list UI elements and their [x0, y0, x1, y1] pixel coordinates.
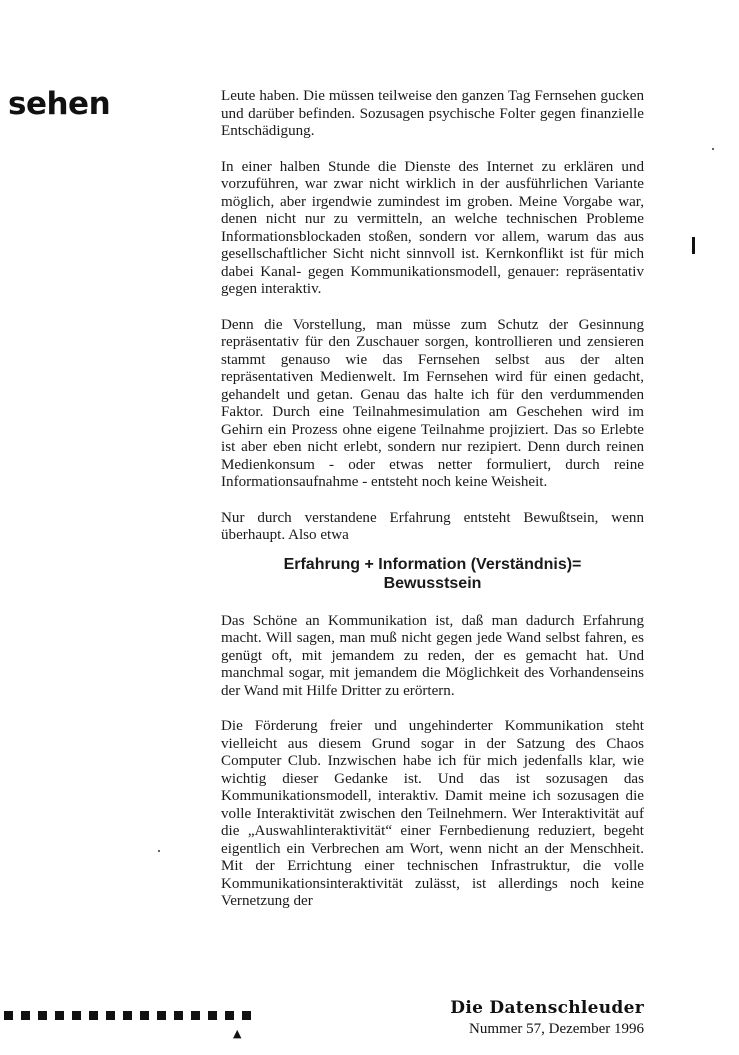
footer-square	[123, 1011, 132, 1020]
formula-line-1: Erfahrung + Information (Verständnis)=	[283, 555, 582, 573]
footer-square	[106, 1011, 115, 1020]
footer-square	[242, 1011, 251, 1020]
paragraph-1: Leute haben. Die müssen teilweise den ganzen Tag Fernsehen gucken und darüber befinden. Sozusagen psychische Folter gegen finanzielle Entschädigung.	[221, 88, 644, 139]
footer-square	[225, 1011, 234, 1020]
footer-square	[21, 1011, 30, 1020]
footer-square	[72, 1011, 81, 1020]
section-heading: sehen	[8, 86, 111, 122]
paragraph-2: In einer halben Stunde die Dienste des Internet zu erklären und vorzuführen, war zwar nicht wirklich in der ausführlichen Variante möglich, aber irgendwie zumindest im groben. Meine Vorgabe war, denen nicht nur zu vermitteln, an welche technischen Probleme Informationsblockaden stoßen, sondern vor allem, warum das aus gesellschaftlicher Sicht nicht sinnvoll ist. Kernkonflikt ist für mich dabei Kanal- gegen Kommunikationsmodell, genauer: repräsentativ gegen interaktiv.	[221, 158, 644, 297]
formula-line-2: Bewusstsein	[383, 574, 482, 592]
paragraph-3: Denn die Vorstellung, man müsse zum Schutz der Gesinnung repräsentativ für den Zuschauer sorgen, kontrollieren und zensieren stammt genauso wie das Fernsehen selbst aus der alten repräsentativen Medienwelt. Im Fernsehen wird für einen gedacht, gehandelt und getan. Genau das halte ich für den verdummenden Faktor. Durch eine Teilnahmesimulation am Geschehen wird im Gehirn ein Prozess ohne eigene Teilnahme projiziert. Das so Erlebte ist aber eben nicht erlebt, sondern nur rezipiert. Denn durch reinen Medienkonsum - oder etwas netter formuliert, durch reine Informationsaufnahme - entsteht noch keine Weisheit.	[221, 316, 644, 490]
scan-speck	[712, 148, 714, 150]
triangle-marker: ▲	[233, 1027, 242, 1040]
margin-mark	[692, 237, 695, 254]
scan-speck	[158, 850, 160, 852]
publication-masthead: Die Datenschleuder	[450, 998, 644, 1018]
article-body	[221, 88, 644, 929]
footer-square	[191, 1011, 200, 1020]
formula-heading	[221, 555, 644, 593]
footer-square	[208, 1011, 217, 1020]
footer-square	[174, 1011, 183, 1020]
footer-square	[157, 1011, 166, 1020]
paragraph-6: Die Förderung freier und ungehinderter Kommunikation steht vielleicht aus diesem Grund sogar in der Satzung des Chaos Computer Club. Inzwischen habe ich für mich jedenfalls klar, wie wichtig dieser Gedanke ist. Und das ist sozusagen das Kommunikationsmodell, interaktiv. Damit meine ich sozusagen die volle Interaktivität zwischen den Teilnehmern. Wer Interaktivität auf die „Auswahlinteraktivität“ einer Fernbedienung reduziert, begeht eigentlich ein Verbrechen am Wort, wenn nicht an der Menschheit. Mit der Errichtung einer technischen Infrastruktur, die volle Kommunikationsinteraktivität zulässt, ist allerdings noch keine Vernetzung der	[221, 718, 644, 909]
issue-line: Nummer 57, Dezember 1996	[469, 1021, 644, 1037]
footer-square	[38, 1011, 47, 1020]
footer-square	[4, 1011, 13, 1020]
paragraph-4: Nur durch verstandene Erfahrung entsteht Bewußtsein, wenn überhaupt. Also etwa	[221, 509, 644, 543]
footer-square	[89, 1011, 98, 1020]
footer-square	[140, 1011, 149, 1020]
footer-square	[55, 1011, 64, 1020]
footer-square-row	[4, 1011, 251, 1020]
paragraph-5: Das Schöne an Kommunikation ist, daß man dadurch Erfahrung macht. Will sagen, man muß nicht gegen jede Wand selbst fahren, es genügt oft, mit jemandem zu reden, der es gemacht hat. Und manchmal sogar, mit jemandem die Möglichkeit des Vorhandenseins der Wand mit Hilfe Dritter zu erörtern.	[221, 612, 644, 699]
